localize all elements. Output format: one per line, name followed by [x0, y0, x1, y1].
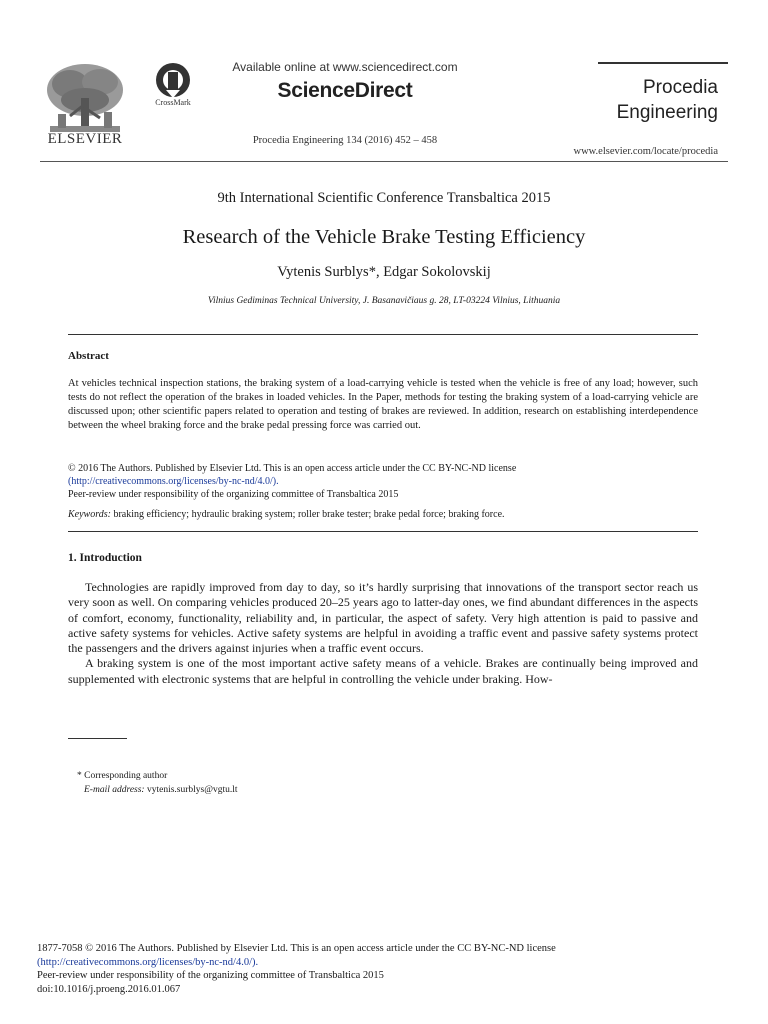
elsevier-wordmark: ELSEVIER	[47, 131, 123, 147]
corresponding-author-note: * Corresponding author	[77, 771, 168, 781]
available-online-text[interactable]: Available online at www.sciencedirect.com	[232, 60, 458, 74]
keywords-list: braking efficiency; hydraulic braking system; roller brake tester; brake pedal force; braking force.	[110, 509, 505, 520]
sciencedirect-logo[interactable]: ScienceDirect	[277, 79, 413, 102]
copyright-line: © 2016 The Authors. Published by Elsevier Ltd. This is an open access article under the CC BY-NC-ND license	[68, 463, 517, 474]
abstract-heading: Abstract	[68, 350, 109, 362]
journal-name-line2: Engineering	[616, 102, 718, 123]
copyright-notice	[68, 462, 698, 501]
page-footer	[37, 942, 697, 996]
introduction-body	[68, 580, 698, 687]
abstract-text: At vehicles technical inspection stations, the braking system of a load-carrying vehicle is tested when the vehicle is free of any load; however, such tests do not reflect the operation of the brakes in loaded vehicles. In the Paper, methods for testing the braking system of a load-carrying vehicle are discussed upon; other scientific papers related to operation and testing of brakes are reviewed. In addition, research on establishing interdependence between the wheel braking force and the brake pedal pressing force was carried out.	[68, 378, 698, 431]
header-divider	[40, 161, 728, 162]
abstract-bottom-rule	[68, 531, 698, 532]
peer-review-line: Peer-review under responsibility of the organizing committee of Transbaltica 2015	[68, 489, 399, 500]
section-heading-introduction: 1. Introduction	[68, 552, 142, 564]
conference-name: 9th International Scientific Conference Transbaltica 2015	[217, 190, 551, 206]
footnote	[77, 770, 238, 797]
paper-authors: Vytenis Surblys*, Edgar Sokolovskij	[277, 264, 491, 280]
body-paragraph: A braking system is one of the most important active safety means of a vehicle. Brakes are continually being improved and supplemented with electronic systems that are helpful in controlling the vehicle under braking. How-	[68, 656, 698, 686]
crossmark-label: CrossMark	[155, 98, 191, 107]
paper-title: Research of the Vehicle Brake Testing Efficiency	[182, 226, 586, 248]
body-paragraph: Technologies are rapidly improved from day to day, so it’s hardly surprising that innovations of the transport sector reach us very soon as well. On comparing vehicles produced 20–25 years ago to latter-day ones, we find abundant differences in the aspects of comfort, economy, functionality, reliability and, in particular, the aspect of safety. Very high attention is paid to passive and active safety systems for vehicles. Active safety systems are helpful in avoiding a traffic event and passive safety systems protect the passengers and the drivers against injuries when a traffic event occurs.	[68, 580, 698, 656]
issn-line: 1877-7058 © 2016 The Authors. Published by Elsevier Ltd. This is an open access article under the CC BY-NC-ND license	[37, 943, 556, 954]
author-email[interactable]: vytenis.surblys@vgtu.lt	[144, 784, 238, 795]
footnote-divider	[68, 738, 127, 739]
footer-license-link[interactable]: (http://creativecommons.org/licenses/by-nc-nd/4.0/).	[37, 956, 259, 968]
journal-name-line1: Procedia	[643, 77, 718, 98]
journal-url-link[interactable]: www.elsevier.com/locate/procedia	[573, 146, 718, 157]
author-affiliation: Vilnius Gediminas Technical University, J. Basanavičiaus g. 28, LT-03224 Vilnius, Lithuania	[207, 296, 561, 306]
email-label: E-mail address:	[84, 784, 145, 795]
journal-name	[598, 75, 718, 125]
license-link[interactable]: (http://creativecommons.org/licenses/by-nc-nd/4.0/).	[68, 476, 279, 487]
footer-peer-review: Peer-review under responsibility of the organizing committee of Transbaltica 2015	[37, 970, 384, 981]
journal-citation: Procedia Engineering 134 (2016) 452 – 458	[252, 135, 438, 146]
keywords-label: Keywords:	[68, 509, 111, 520]
keywords	[68, 509, 698, 520]
doi[interactable]: doi:10.1016/j.proeng.2016.01.067	[37, 983, 181, 995]
abstract-top-rule	[68, 334, 698, 335]
